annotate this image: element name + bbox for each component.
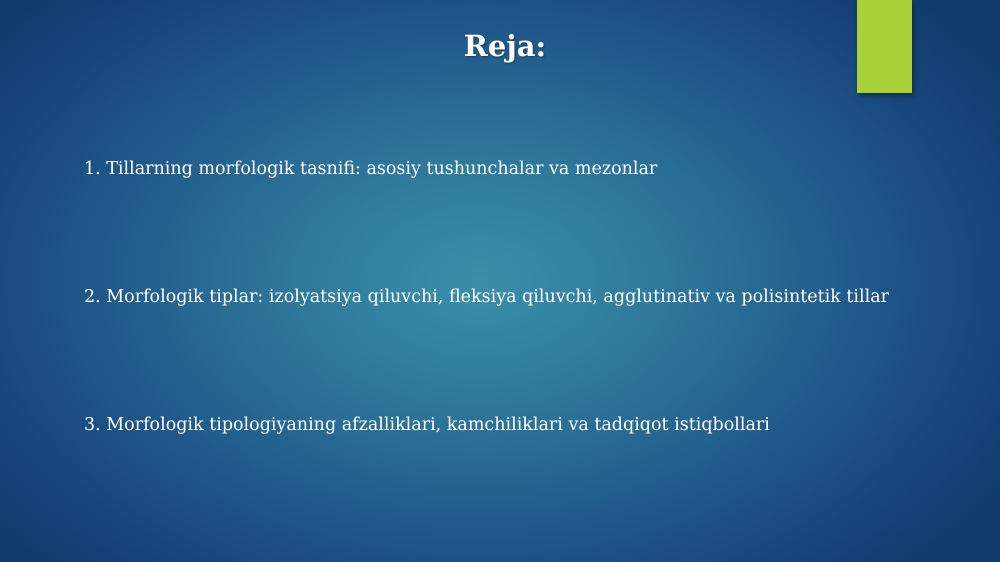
slide-title: Reja: (463, 29, 547, 63)
plan-point-3: 3. Morfologik tipologiyaning afzalliklari, kamchiliklari va tadqiqot istiqbollari (84, 415, 770, 435)
plan-point-1: 1. Tillarning morfologik tasnifi: asosiy tushunchalar va mezonlar (84, 159, 658, 179)
plan-point-2: 2. Morfologik tiplar: izolyatsiya qiluvchi, fleksiya qiluvchi, agglutinativ va polisintetik tillar (84, 287, 890, 307)
accent-bar (857, 0, 912, 93)
